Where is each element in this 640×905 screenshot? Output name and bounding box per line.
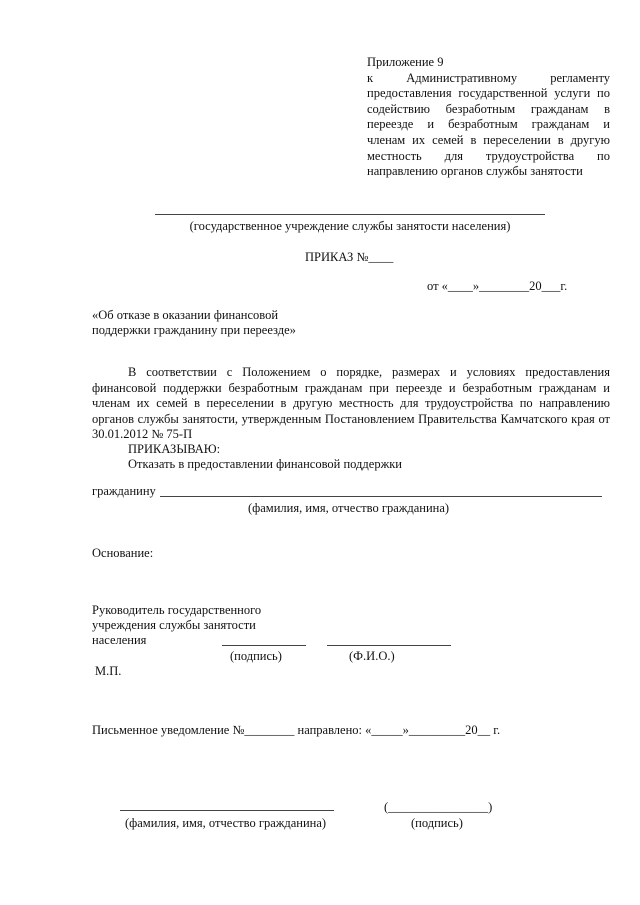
signature-line[interactable] bbox=[222, 645, 306, 646]
order-title: ПРИКАЗ №____ bbox=[305, 250, 394, 264]
institution-line[interactable] bbox=[155, 214, 545, 215]
subject-line-1: «Об отказе в оказании финансовой bbox=[92, 308, 279, 322]
annex-line-2: к Административному регламенту bbox=[367, 70, 610, 85]
notice-line: Письменное уведомление №________ направлено: «_____»_________20__ г. bbox=[92, 723, 501, 737]
body-paragraph: В соответствии с Положением о порядке, размерах и условиях предоставления финансовой поддержки безработным гражданам при переезде и безработным гражданам и членам их семей в переселении в другую местность для трудоустройства по направлению органов службы занятости, утвержденным Постановлением Правительства Камчатского края от 30.01.2012 № 75-П bbox=[92, 365, 610, 441]
bottom-fio-caption: (фамилия, имя, отчество гражданина) bbox=[125, 816, 327, 830]
head-line-3: населения bbox=[92, 633, 147, 647]
bottom-signature-caption: (подпись) bbox=[411, 816, 463, 830]
institution-caption: (государственное учреждение службы занятости населения) bbox=[189, 219, 511, 233]
annex-line-6: членам их семей в переселении в другую bbox=[367, 132, 610, 147]
refuse-text: Отказать в предоставлении финансовой поддержки bbox=[128, 457, 402, 471]
annex-line-7: местность для трудоустройства по bbox=[367, 148, 610, 163]
annex-line-1: Приложение 9 bbox=[367, 55, 444, 69]
annex-line-4: содействию безработным гражданам в bbox=[367, 101, 610, 116]
annex-line-5: переезде и безработным гражданам и bbox=[367, 117, 610, 132]
fio-line[interactable] bbox=[327, 645, 451, 646]
bottom-signature-blank[interactable]: (________________) bbox=[384, 800, 493, 814]
fio-caption: (Ф.И.О.) bbox=[349, 649, 395, 663]
order-date: от «____»________20___г. bbox=[427, 279, 568, 293]
annex-header bbox=[367, 55, 610, 180]
citizen-label: гражданину bbox=[92, 484, 156, 498]
stamp-label: М.П. bbox=[95, 664, 122, 678]
citizen-caption: (фамилия, имя, отчество гражданина) bbox=[248, 501, 450, 515]
annex-line-8: направлению органов службы занятости bbox=[367, 164, 583, 179]
head-line-1: Руководитель государственного bbox=[92, 603, 262, 617]
basis-label: Основание: bbox=[92, 546, 154, 560]
bottom-fio-line[interactable] bbox=[120, 810, 334, 811]
citizen-name-line[interactable] bbox=[160, 496, 602, 497]
subject-line-2: поддержки гражданину при переезде» bbox=[92, 323, 296, 337]
annex-line-3: предоставления государственной услуги по bbox=[367, 86, 610, 101]
signature-caption: (подпись) bbox=[230, 649, 282, 663]
head-line-2: учреждения службы занятости bbox=[92, 618, 256, 632]
orders-word: ПРИКАЗЫВАЮ: bbox=[128, 442, 221, 456]
